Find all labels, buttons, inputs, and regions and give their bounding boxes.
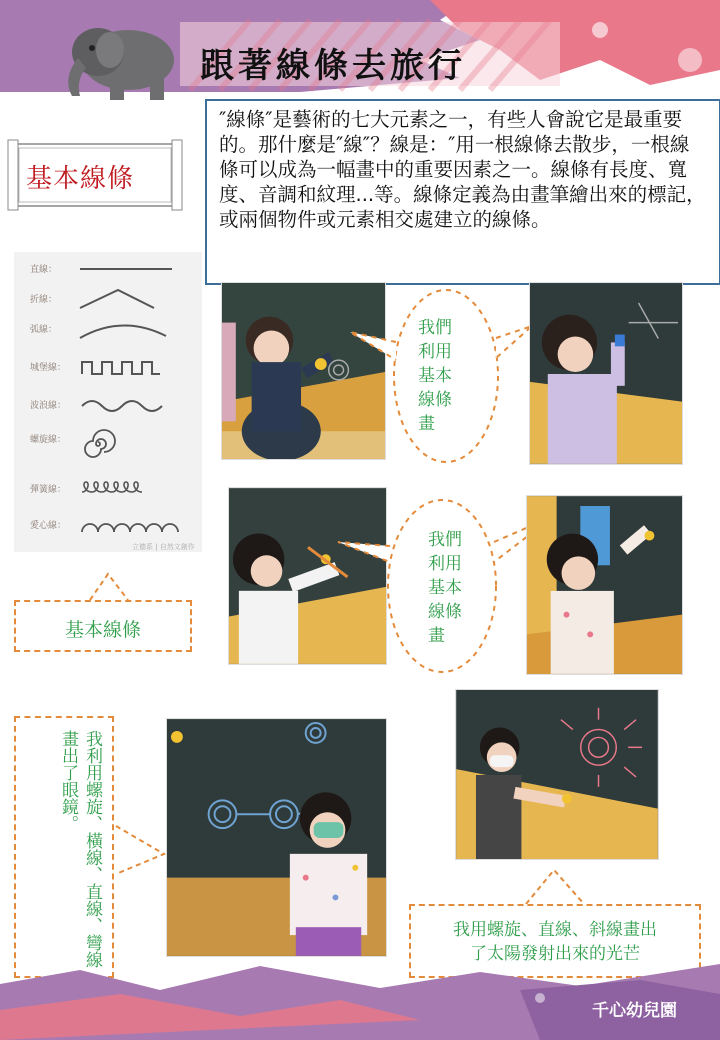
bubble-2-line: 我們 bbox=[428, 530, 462, 550]
sun-callout-text bbox=[411, 918, 699, 966]
chart-caption: 立德系 | 自然文創作 bbox=[132, 543, 195, 551]
photo-girl-pigtails bbox=[526, 495, 683, 675]
line-row-scallop bbox=[14, 510, 202, 540]
zigzag-line-icon bbox=[76, 286, 176, 312]
basic-lines-callout bbox=[14, 600, 192, 652]
straight-line-icon bbox=[76, 258, 176, 280]
bubble-1-line: 利用 bbox=[418, 342, 452, 362]
bubble-2-line: 基本 bbox=[428, 578, 462, 598]
bubble-2-line: 線條 bbox=[428, 602, 462, 622]
bubble-1-line: 基本 bbox=[418, 366, 452, 386]
sun-callout-line-1: 我用螺旋、直線、斜線畫出 bbox=[453, 920, 657, 940]
line-row-label: 螺旋線： bbox=[30, 435, 67, 445]
sun-callout-line-2: 了太陽發射出來的光芒 bbox=[470, 944, 640, 964]
page-title: 跟著線條去旅行 bbox=[200, 46, 466, 86]
basic-lines-title: 基本線條 bbox=[26, 164, 135, 194]
arrow-right-icon bbox=[112, 820, 172, 880]
bubble-1-line: 畫 bbox=[418, 414, 435, 434]
line-row-zigzag bbox=[14, 284, 202, 314]
bubble-1-line: 我們 bbox=[418, 318, 452, 338]
line-row-label: 城堡線： bbox=[30, 363, 67, 373]
intro-text: ″線條″是藝術的七大元素之一，有些人會說它是最重要的。那什麼是″線″？線是：″用一根線條去散步，一根線條可以成為一幅畫中的重要因素之一。線條有長度、寬度、音調和紋理...等。線條定義為由畫筆繪出來的標記，或兩個物件或元素相交處建立的線條。 bbox=[219, 108, 706, 231]
line-row-label: 波浪線： bbox=[30, 401, 67, 411]
basic-lines-callout-text: 基本線條 bbox=[64, 619, 141, 641]
line-row-spiral bbox=[14, 424, 202, 464]
photo-girl-glasses-drawing bbox=[166, 718, 387, 957]
elephant-icon bbox=[58, 18, 180, 102]
bubble-2-line: 畫 bbox=[428, 626, 445, 646]
photo-girl-purple bbox=[529, 282, 683, 465]
line-row-label: 直線： bbox=[30, 265, 58, 275]
bubble-1-text bbox=[418, 316, 478, 436]
glasses-callout bbox=[14, 716, 114, 978]
spiral-icon bbox=[80, 426, 120, 462]
line-row-straight bbox=[14, 254, 202, 284]
scallop-line-icon bbox=[80, 512, 190, 534]
intro-text-box bbox=[205, 99, 720, 285]
bubble-1-line: 線條 bbox=[418, 390, 452, 410]
castle-line-icon bbox=[80, 356, 180, 378]
line-row-label: 愛心線： bbox=[30, 521, 67, 531]
bubble-2-text bbox=[428, 528, 488, 648]
glasses-callout-text: 我利用螺旋、橫線、直線、彎線畫出了眼鏡。 bbox=[58, 730, 102, 968]
line-row-castle bbox=[14, 352, 202, 382]
footer-logo: 千心幼兒園 bbox=[592, 1001, 677, 1021]
line-row-spring bbox=[14, 474, 202, 504]
line-row-arc bbox=[14, 314, 202, 344]
bubble-2-line: 利用 bbox=[428, 554, 462, 574]
line-types-chart bbox=[14, 252, 202, 552]
wave-line-icon bbox=[80, 394, 180, 416]
line-row-wave bbox=[14, 390, 202, 420]
line-row-label: 彈簧線： bbox=[30, 485, 67, 495]
spring-line-icon bbox=[80, 478, 190, 500]
line-row-label: 弧線： bbox=[30, 325, 58, 335]
arrow-up-icon bbox=[84, 570, 134, 602]
photo-boy-drawing-sun bbox=[455, 689, 659, 860]
arc-line-icon bbox=[76, 316, 176, 342]
line-row-label: 折線： bbox=[30, 295, 58, 305]
arrow-up-icon bbox=[520, 866, 590, 906]
